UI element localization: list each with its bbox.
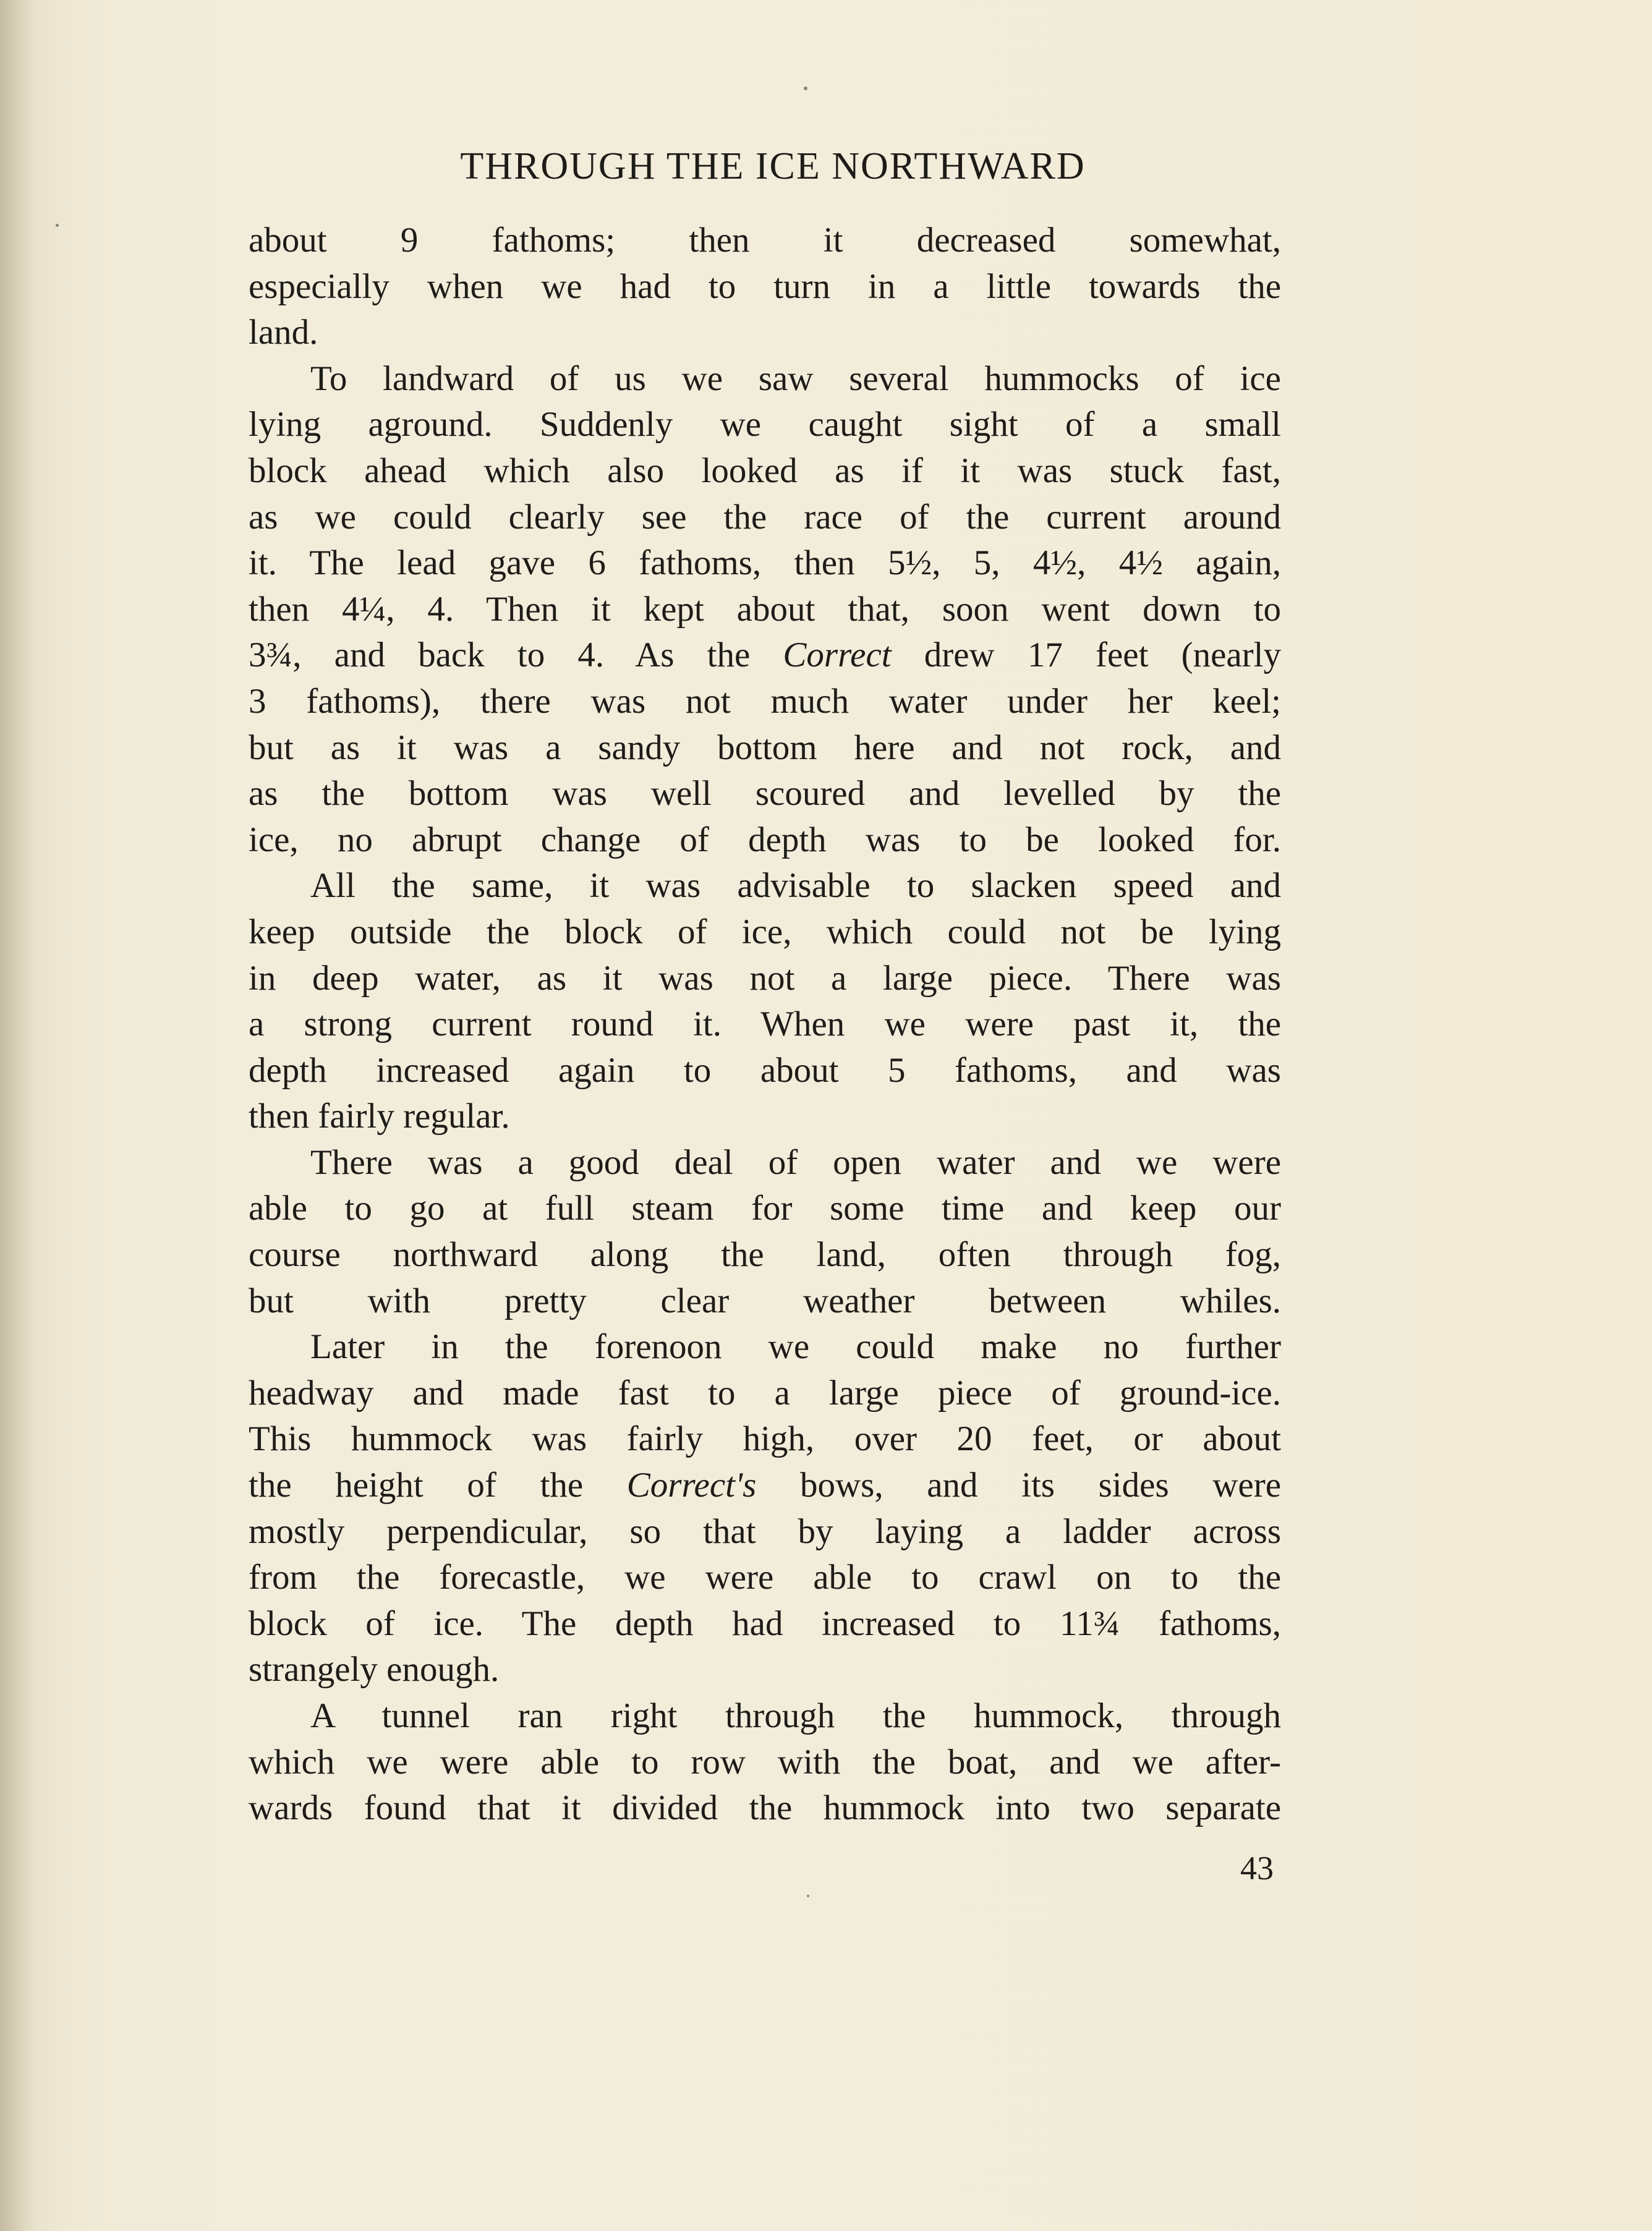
text-line: All the same, it was advisable to slacken speed and [310,866,1281,906]
text-line: in deep water, as it was not a large piece. There was [249,958,1281,998]
text-line: 3¾, and back to 4. As the Correct drew 17 feet (nearly [249,635,1281,675]
gutter-shadow [0,0,37,2231]
running-head: THROUGH THE ICE NORTHWARD [460,145,1086,187]
text-line: There was a good deal of open water and we were [310,1142,1281,1182]
text-line: wards found that it divided the hummock into two separate [249,1788,1281,1828]
text-line: from the forecastle, we were able to crawl on to the [249,1558,1281,1597]
text-line: headway and made fast to a large piece of ground-ice. [249,1373,1281,1413]
text-line: able to go at full steam for some time and keep our [249,1189,1281,1228]
text-line: keep outside the block of ice, which could not be lying [249,912,1281,951]
paper-speck [804,87,807,90]
text-line: strangely enough. [249,1650,500,1689]
text-line: lying aground. Suddenly we caught sight of a small [249,405,1281,444]
text-line: This hummock was fairly high, over 20 feet, or about [249,1419,1281,1459]
text-line: then 4¼, 4. Then it kept about that, soon went down to [249,589,1281,629]
text-line: but as it was a sandy bottom here and not rock, and [249,728,1281,767]
text-line: A tunnel ran right through the hummock, through [310,1696,1281,1735]
text-line: which we were able to row with the boat, and we after- [249,1742,1281,1782]
text-line: Later in the forenoon we could make no further [310,1327,1281,1367]
text-line: 3 fathoms), there was not much water under her keel; [249,681,1281,721]
page-number: 43 [1240,1850,1274,1887]
text-line: especially when we had to turn in a little towards the [249,266,1281,306]
text-line: To landward of us we saw several hummocks of ice [310,359,1281,398]
text-line: depth increased again to about 5 fathoms, and was [249,1050,1281,1090]
text-line: then fairly regular. [249,1097,510,1136]
text-line: course northward along the land, often through fog, [249,1235,1281,1275]
text-line: a strong current round it. When we were past it, the [249,1005,1281,1044]
text-line: the height of the Correct's bows, and its sides were [249,1466,1281,1505]
text-line: as the bottom was well scoured and levelled by the [249,774,1281,814]
text-line: it. The lead gave 6 fathoms, then 5½, 5, 4½, 4½ again, [249,543,1281,583]
text-line: about 9 fathoms; then it decreased somewhat, [249,221,1281,260]
text-line: but with pretty clear weather between whiles. [249,1281,1281,1320]
body-text [249,218,1281,1832]
ship-name: Correct [783,635,892,675]
paper-speck [807,1895,809,1897]
text-line: block ahead which also looked as if it was stuck fast, [249,451,1281,490]
paper-speck [56,224,59,227]
ship-name: Correct's [626,1466,757,1505]
text-line: as we could clearly see the race of the current around [249,497,1281,537]
text-line: ice, no abrupt change of depth was to be looked for. [249,820,1281,859]
text-line: block of ice. The depth had increased to 11¾ fathoms, [249,1604,1281,1643]
text-line: land. [249,313,318,352]
text-line: mostly perpendicular, so that by laying a ladder across [249,1511,1281,1551]
